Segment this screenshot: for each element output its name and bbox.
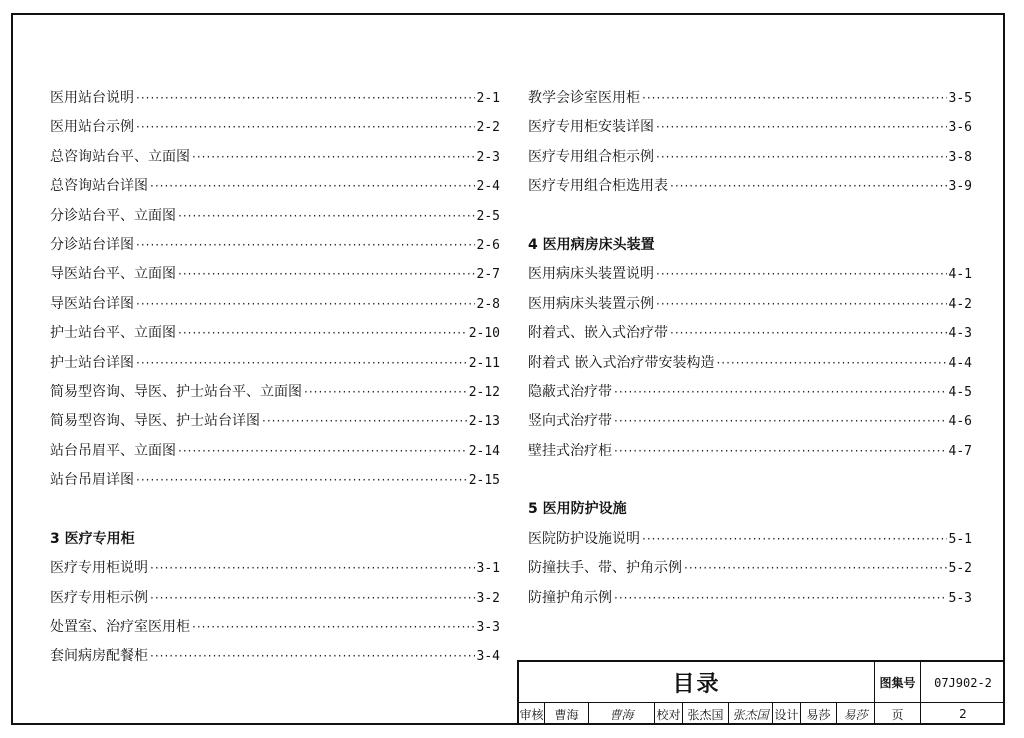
toc-entry[interactable]: [50, 319, 500, 348]
reviewer-name: 曹海: [545, 703, 589, 725]
title-block-row-1: [519, 662, 1005, 703]
toc-entry-page: 4-6: [948, 414, 972, 430]
toc-entry-title: 护士站台详图: [50, 354, 134, 371]
design-label: 设计: [773, 703, 801, 725]
toc-entry[interactable]: [50, 84, 500, 113]
toc-entry-page: 2-11: [468, 355, 500, 371]
dot-leader: [670, 319, 947, 348]
dot-leader: [178, 260, 475, 289]
toc-section-heading: 5 医用防护设施: [528, 501, 627, 518]
atlas-number: 07J902-2: [934, 675, 992, 690]
toc-entry[interactable]: [50, 202, 500, 231]
toc-entry[interactable]: [50, 613, 500, 642]
dot-leader: [150, 642, 475, 671]
toc-entry-page: 5-2: [948, 561, 972, 577]
toc-entry-page: 4-4: [948, 355, 972, 371]
toc-entry-page: 3-6: [948, 120, 972, 136]
toc-entry-page: 2-14: [468, 443, 500, 459]
toc-entry-title: 站台吊眉平、立面图: [50, 442, 176, 459]
toc-entry-title: 医用站台示例: [50, 119, 134, 136]
dot-leader: [656, 113, 947, 142]
check-label: 校对: [655, 703, 683, 725]
toc-entry-page: 3-5: [948, 91, 972, 106]
toc-entry[interactable]: [528, 349, 972, 378]
toc-entry-page: 2-6: [476, 237, 500, 253]
toc-entry[interactable]: [528, 172, 972, 201]
toc-entry-page: 2-15: [468, 473, 500, 489]
toc-entry-title: 医用病床头装置示例: [528, 295, 654, 312]
dot-leader: [150, 554, 475, 583]
toc-entry-title: 简易型咨询、导医、护士站台详图: [50, 413, 260, 430]
dot-leader: [614, 407, 947, 436]
toc-entry[interactable]: [528, 554, 972, 583]
toc-entry-title: 导医站台平、立面图: [50, 266, 176, 283]
toc-entry-title: 简易型咨询、导医、护士站台平、立面图: [50, 383, 302, 400]
designer-signature: 易莎: [837, 703, 875, 725]
toc-entry-page: 3-9: [948, 179, 972, 195]
dot-leader: [178, 437, 467, 466]
toc-entry[interactable]: [528, 437, 972, 466]
toc-entry-page: 2-3: [476, 149, 500, 165]
toc-spacer: [50, 495, 500, 524]
page-label: 页: [875, 703, 921, 725]
toc-entry-page: 2-12: [468, 384, 500, 400]
dot-leader: [136, 84, 475, 113]
toc-entry[interactable]: [528, 319, 972, 348]
toc-entry[interactable]: [50, 554, 500, 583]
toc-entry[interactable]: [528, 290, 972, 319]
toc-entry-page: 2-2: [476, 120, 500, 136]
toc-entry-title: 医疗专用组合柜选用表: [528, 178, 668, 195]
toc-entry-title: 总咨询站台详图: [50, 178, 148, 195]
dot-leader: [192, 613, 475, 642]
toc-entry-page: 2-10: [468, 326, 500, 342]
dot-leader: [656, 290, 947, 319]
toc-entry[interactable]: [50, 113, 500, 142]
toc-entry[interactable]: [50, 466, 500, 495]
toc-entry-page: 2-8: [476, 296, 500, 312]
toc-entry-title: 医用病床头装置说明: [528, 266, 654, 283]
dot-leader: [656, 260, 947, 289]
dot-leader: [304, 378, 467, 407]
toc-entry-title: 医疗专用柜示例: [50, 589, 148, 606]
dot-leader: [178, 319, 467, 348]
title-block-row-2: [519, 703, 1005, 725]
toc-entry-title: 医疗专用柜安装详图: [528, 119, 654, 136]
toc-entry[interactable]: [50, 437, 500, 466]
reviewer-signature: 曹海: [589, 703, 655, 725]
review-label: 审核: [519, 703, 545, 725]
toc-right-column: [528, 84, 972, 613]
dot-leader: [670, 172, 947, 201]
toc-entry-title: 总咨询站台平、立面图: [50, 148, 190, 165]
toc-entry[interactable]: [528, 113, 972, 142]
checker-name: 张杰国: [683, 703, 729, 725]
dot-leader: [136, 231, 475, 260]
toc-entry[interactable]: [50, 378, 500, 407]
toc-entry[interactable]: [50, 407, 500, 436]
toc-entry[interactable]: [528, 525, 972, 554]
sheet-title: 目录: [519, 662, 875, 703]
dot-leader: [684, 554, 947, 583]
toc-entry-title: 导医站台详图: [50, 295, 134, 312]
toc-entry-title: 教学会诊室医用柜: [528, 90, 640, 106]
toc-entry-page: 2-7: [476, 267, 500, 283]
toc-entry-title: 防撞护角示例: [528, 589, 612, 606]
toc-entry-page: 3-3: [476, 620, 500, 636]
toc-entry-title: 套间病房配餐柜: [50, 648, 148, 665]
toc-entry-page: 4-3: [948, 326, 972, 342]
toc-entry[interactable]: [528, 143, 972, 172]
dot-leader: [262, 407, 467, 436]
toc-entry[interactable]: [528, 260, 972, 289]
toc-entry-page: 2-4: [476, 179, 500, 195]
toc-entry-page: 3-2: [476, 590, 500, 606]
toc-entry-title: 医疗专用组合柜示例: [528, 148, 654, 165]
toc-entry[interactable]: [50, 584, 500, 613]
dot-leader: [192, 143, 475, 172]
toc-entry-title: 附着式、嵌入式治疗带: [528, 325, 668, 342]
checker-signature: 张杰国: [729, 703, 773, 725]
toc-section-heading: 3 医疗专用柜: [50, 530, 135, 547]
toc-entry-page: 3-8: [948, 149, 972, 165]
toc-section-heading: 4 医用病房床头装置: [528, 236, 655, 253]
dot-leader: [656, 143, 947, 172]
designer-name: 易莎: [801, 703, 837, 725]
dot-leader: [136, 290, 475, 319]
dot-leader: [136, 466, 467, 495]
toc-entry[interactable]: [50, 172, 500, 201]
toc-entry-title: 竖向式治疗带: [528, 413, 612, 430]
toc-entry[interactable]: [528, 378, 972, 407]
toc-entry[interactable]: [50, 260, 500, 289]
toc-entry-title: 医院防护设施说明: [528, 530, 640, 547]
toc-entry-title: 隐蔽式治疗带: [528, 383, 612, 400]
dot-leader: [642, 525, 947, 554]
dot-leader: [178, 202, 475, 231]
toc-entry-title: 壁挂式治疗柜: [528, 442, 612, 459]
toc-entry[interactable]: [50, 349, 500, 378]
toc-entry[interactable]: [528, 407, 972, 436]
toc-entry[interactable]: [528, 84, 972, 113]
toc-entry[interactable]: [50, 231, 500, 260]
toc-entry-page: 3-1: [476, 561, 500, 577]
dot-leader: [642, 84, 947, 113]
dot-leader: [614, 584, 947, 613]
toc-entry-page: 4-2: [948, 296, 972, 312]
toc-entry[interactable]: [50, 143, 500, 172]
dot-leader: [150, 584, 475, 613]
page-number: 2: [959, 707, 967, 721]
toc-entry-page: 4-7: [948, 443, 972, 459]
toc-entry-title: 分诊站台平、立面图: [50, 207, 176, 224]
toc-left-column: [50, 84, 500, 672]
toc-entry[interactable]: [50, 642, 500, 671]
toc-entry-page: 3-4: [476, 649, 500, 665]
toc-spacer: [528, 466, 972, 495]
title-block: [517, 660, 1005, 725]
toc-entry-title: 站台吊眉详图: [50, 472, 134, 489]
toc-entry-page: 2-1: [476, 91, 500, 106]
toc-spacer: [528, 202, 972, 231]
toc-entry-title: 附着式 嵌入式治疗带安装构造: [528, 354, 715, 371]
toc-entry-page: 2-5: [476, 208, 500, 224]
dot-leader: [614, 437, 947, 466]
toc-entry-title: 护士站台平、立面图: [50, 325, 176, 342]
toc-entry-title: 医疗专用柜说明: [50, 560, 148, 577]
toc-entry-page: 5-1: [948, 531, 972, 547]
atlas-number-label: 图集号: [875, 662, 921, 703]
toc-entry-page: 2-13: [468, 414, 500, 430]
toc-entry-page: 5-3: [948, 590, 972, 606]
dot-leader: [614, 378, 947, 407]
dot-leader: [716, 349, 946, 378]
dot-leader: [136, 349, 467, 378]
toc-entry-title: 防撞扶手、带、护角示例: [528, 560, 682, 577]
toc-entry[interactable]: [50, 290, 500, 319]
toc-entry-title: 医用站台说明: [50, 90, 134, 106]
toc-entry[interactable]: [528, 584, 972, 613]
toc-entry-title: 分诊站台详图: [50, 236, 134, 253]
toc-entry-title: 处置室、治疗室医用柜: [50, 619, 190, 636]
dot-leader: [150, 172, 475, 201]
dot-leader: [136, 113, 475, 142]
toc-entry-page: 4-5: [948, 384, 972, 400]
toc-entry-page: 4-1: [948, 267, 972, 283]
